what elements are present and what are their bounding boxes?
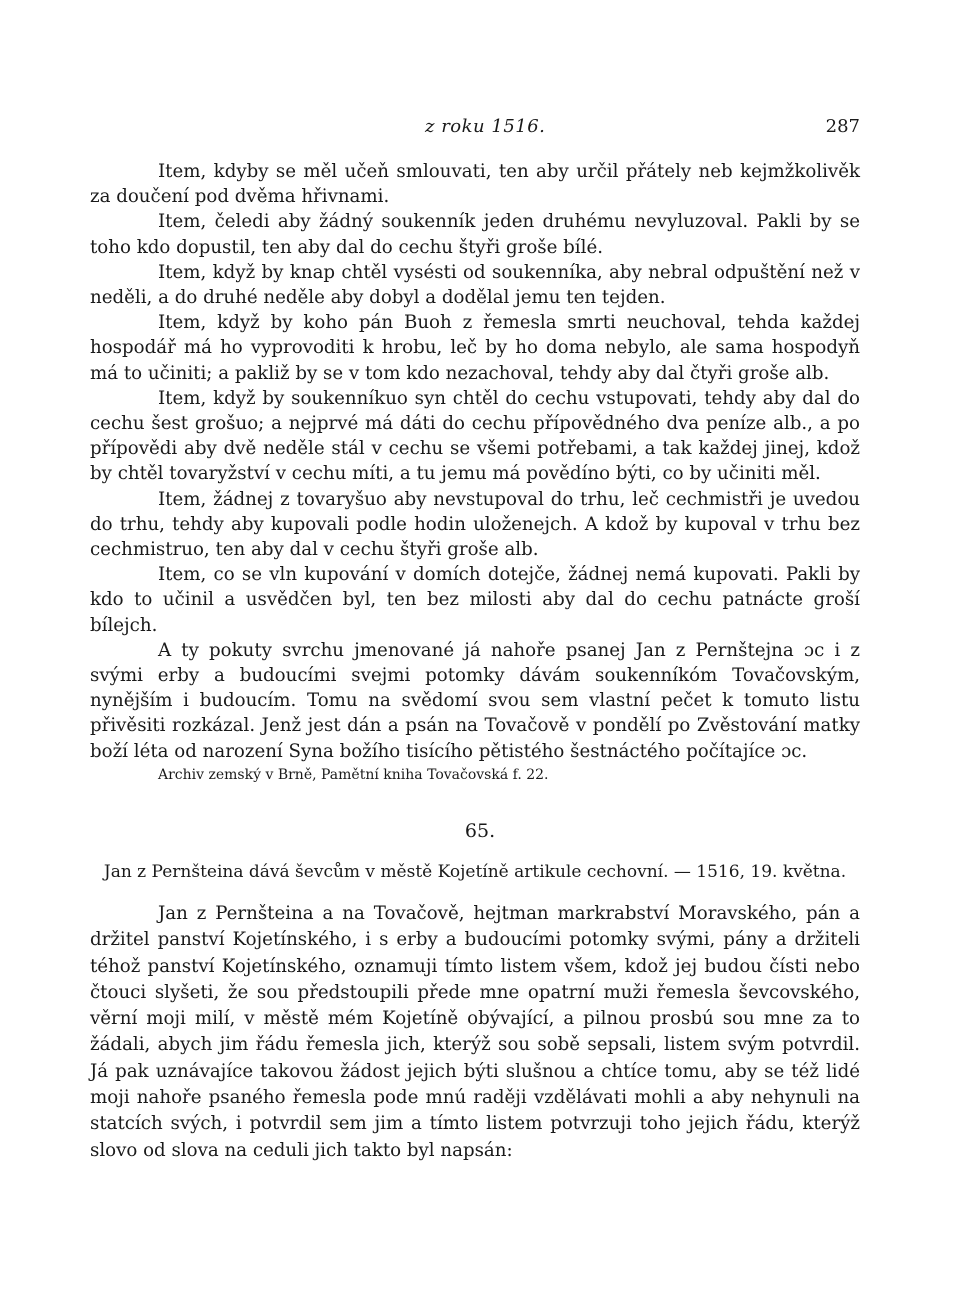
document-heading: Jan z Pernšteina dává ševcům v městě Kojetíně artikule cechovní. — 1516, 19. května. [103,862,847,882]
page-header [90,116,860,144]
document-text [90,901,860,1164]
paragraph: Item, když by knap chtěl vysésti od soukenníka, aby nebral odpuštění než v neděli, a do druhé neděle aby dobyl a dodělal jemu ten tejden. [90,261,860,309]
running-title: z roku 1516. [425,116,546,137]
paragraph: Jan z Pernšteina a na Tovačově, hejtman markrabství Moravského, pán a držitel panství Kojetínského, i s erby a budoucími potomky svými, pány a držiteli téhož panství Kojetínského, oznamuji tímto listem všem, kdož jej budou čísti nebo čtouci slyšeti, že sou předstoupili přede mne opatrní muži řemesla ševcovského, věrní moji milí, v městě mém Kojetíně obývající, a pilnou prosbú sou mne za to žádali, abych jim řádu řemesla jich, kterýž sou sobě sepsali, listem svým potvrdil. Já pak uznávajíce takovou žádost jejich býti slušnou a chtíce tomu, aby se též lidé moji nahoře psaného řemesla pode mnú raději vzdělávati mohli a aby nehynuli na statcích svých, i potvrdil sem jim a tímto listem potvrzuji toho jejich řádu, kterýž slovo od slova na ceduli jich takto byl napsán: [90,903,860,1161]
page-number: 287 [825,116,860,137]
paragraph: Item, když by soukenníkuo syn chtěl do cechu vstupovati, tehdy aby dal do cechu šest grošuo; a nejprvé má dáti do cechu přípovědného dva peníze alb., a po přípovědi aby dvě neděle stál v cechu se všemi potřebami, a tak každej jinej, kdož by chtěl tovaryžství v cechu míti, a tu jemu má povědíno býti, co by učiniti měl. [90,387,860,485]
paragraph: Item, kdyby se měl učeň smlouvati, ten aby určil přátely neb kejmžkolivěk za doučení pod dvěma hřivnami. [90,161,860,208]
paragraph: Item, co se vln kupování v domích dotejče, žádnej nemá kupovati. Pakli by kdo to učinil a usvědčen byl, ten bez milosti aby dal do cechu patnácte groší bílejch. [90,564,860,636]
paragraph: Item, když by koho pán Buoh z řemesla smrti neuchoval, tehda každej hospodář má ho vyprovoditi k hrobu, leč by ho doma nebylo, ale sama hospodyň má to učiniti; a pakliž by se v tom kdo nezachoval, tehdy aby dal čtyři groše alb. [90,312,860,384]
paragraph: Item, žádnej z tovaryšuo aby nevstupoval do trhu, leč cechmistři je uvedou do trhu, tehdy aby kupovali podle hodin uloženejch. A kdož by kupoval v trhu bez cechmistruo, ten aby dal v cechu štyři groše alb. [90,488,860,561]
document-number: 65. [464,820,496,842]
source-note: Archiv zemský v Brně, Pamětní kniha Tovačovská f. 22. [158,766,549,783]
paragraph: Item, čeledi aby žádný soukenník jeden druhému nevyluzoval. Pakli by se toho kdo dopustil, ten aby dal do cechu štyři groše bílé. [90,211,860,258]
previous-charter-text [90,159,860,786]
paragraph: A ty pokuty svrchu jmenované já nahoře psanej Jan z Pernštejna ɔc i z svými erby a budoucími svejmi potomky dávám soukenníkóm Tovačovským, nynějším i budoucím. Tomu na svědomí svou sem vlastní pečet k tomuto listu přivěsiti rozkázal. Jenž jest dán a psán na Tovačově v pondělí po Zvěstování matky boží léta od narození Syna božího tisícího pětistého šestnáctého počítajíce ɔc. [90,639,860,762]
